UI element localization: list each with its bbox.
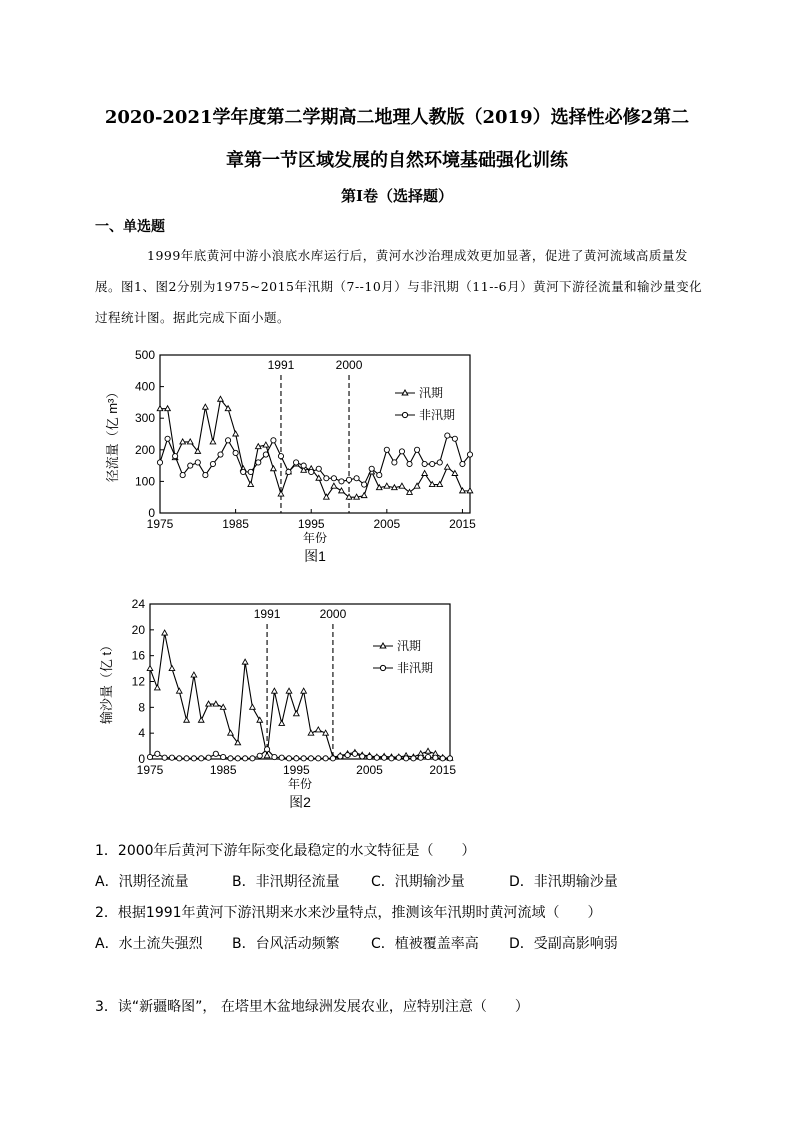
y-axis-title: 径流量（亿 m³） (105, 385, 120, 483)
data-point-nonflood (323, 756, 328, 761)
q2-option-c[interactable]: C．植被覆盖率高 (371, 936, 479, 952)
legend-label: 非汛期 (397, 661, 434, 675)
legend-marker-circle (402, 412, 407, 417)
data-point-flood (242, 659, 248, 664)
y-tick-label: 100 (134, 474, 155, 489)
q1-option-b[interactable]: B．非汛期径流量 (232, 874, 340, 890)
data-point-nonflood (155, 751, 160, 756)
data-point-nonflood (271, 438, 276, 443)
x-axis-title: 年份 (302, 531, 328, 545)
data-point-nonflood (147, 754, 152, 759)
y-tick-label: 0 (148, 506, 155, 520)
data-point-flood (191, 672, 197, 677)
data-point-nonflood (352, 751, 357, 756)
data-point-nonflood (309, 469, 314, 474)
legend-marker-triangle (402, 390, 408, 395)
data-point-nonflood (403, 756, 408, 761)
reference-line-label: 1991 (253, 607, 281, 621)
chart-runoff (95, 340, 495, 580)
data-point-flood (248, 482, 254, 487)
data-point-nonflood (382, 755, 387, 760)
data-point-nonflood (374, 755, 379, 760)
data-point-nonflood (301, 756, 306, 761)
y-tick-label: 4 (138, 726, 145, 741)
data-point-nonflood (346, 477, 351, 482)
data-point-flood (210, 439, 216, 444)
data-point-flood (257, 717, 263, 722)
x-tick-label: 2005 (356, 763, 383, 777)
q2-option-d[interactable]: D．受副高影响弱 (509, 936, 618, 952)
data-point-nonflood (191, 756, 196, 761)
data-point-flood (294, 711, 300, 716)
data-point-nonflood (339, 479, 344, 484)
legend-label: 非汛期 (419, 408, 456, 422)
data-point-flood (279, 720, 285, 725)
x-tick-label: 2015 (429, 763, 457, 777)
data-point-nonflood (286, 469, 291, 474)
data-point-flood (203, 404, 209, 409)
data-point-nonflood (233, 450, 238, 455)
data-point-flood (331, 483, 337, 488)
data-point-flood (176, 688, 182, 693)
data-point-flood (445, 464, 451, 469)
data-point-nonflood (180, 472, 185, 477)
data-point-nonflood (430, 461, 435, 466)
y-tick-label: 24 (131, 597, 145, 611)
data-point-nonflood (235, 756, 240, 761)
data-point-nonflood (286, 756, 291, 761)
data-point-flood (147, 666, 153, 671)
chart-sediment (95, 590, 495, 825)
legend-marker-circle (380, 665, 385, 670)
data-point-flood (361, 493, 367, 498)
data-point-flood (218, 396, 224, 401)
data-point-nonflood (228, 756, 233, 761)
data-point-nonflood (392, 460, 397, 465)
data-point-nonflood (243, 756, 248, 761)
data-point-nonflood (213, 751, 218, 756)
data-point-flood (162, 630, 168, 635)
data-point-nonflood (256, 460, 261, 465)
data-point-nonflood (264, 747, 269, 752)
x-tick-label: 1985 (209, 763, 237, 777)
data-point-nonflood (411, 756, 416, 761)
x-tick-label: 1995 (282, 763, 310, 777)
question-2: 2．根据1991年黄河下游汛期来水来沙量特点，推测该年汛期时黄河流域（ ） (95, 905, 602, 921)
plot-frame (160, 355, 470, 513)
data-point-nonflood (248, 469, 253, 474)
y-tick-label: 300 (134, 411, 155, 426)
data-point-flood (278, 491, 284, 496)
y-tick-label: 16 (131, 648, 145, 663)
x-axis-title: 年份 (287, 777, 313, 791)
data-point-nonflood (331, 476, 336, 481)
data-point-nonflood (257, 753, 262, 758)
data-point-nonflood (165, 436, 170, 441)
data-point-flood (286, 688, 292, 693)
figure-caption: 图1 (304, 548, 326, 564)
data-point-nonflood (250, 756, 255, 761)
data-point-nonflood (278, 454, 283, 459)
data-point-nonflood (433, 755, 438, 760)
data-point-nonflood (338, 754, 343, 759)
data-point-nonflood (354, 476, 359, 481)
data-point-nonflood (399, 449, 404, 454)
data-point-flood (169, 666, 175, 671)
data-point-nonflood (418, 755, 423, 760)
data-point-nonflood (460, 461, 465, 466)
q2-option-b[interactable]: B．台风活动频繁 (232, 936, 340, 952)
y-tick-label: 20 (131, 622, 145, 637)
data-point-nonflood (294, 756, 299, 761)
y-tick-label: 200 (134, 442, 155, 457)
data-point-nonflood (440, 756, 445, 761)
data-point-nonflood (316, 756, 321, 761)
data-point-nonflood (203, 472, 208, 477)
data-point-nonflood (445, 433, 450, 438)
data-point-nonflood (345, 753, 350, 758)
figure-caption: 图2 (289, 794, 311, 810)
data-point-nonflood (467, 452, 472, 457)
q1-option-d[interactable]: D．非汛期输沙量 (509, 874, 618, 890)
data-point-flood (384, 483, 390, 488)
data-point-nonflood (241, 469, 246, 474)
x-tick-label: 2005 (373, 517, 401, 531)
data-point-flood (233, 431, 239, 436)
data-point-nonflood (279, 755, 284, 760)
data-point-nonflood (293, 460, 298, 465)
q2-option-a[interactable]: A．水土流失强烈 (95, 936, 203, 952)
section-heading: 一、单选题 (95, 219, 165, 235)
data-point-nonflood (360, 754, 365, 759)
data-point-flood (198, 717, 204, 722)
data-point-nonflood (367, 754, 372, 759)
data-point-nonflood (225, 438, 230, 443)
data-point-nonflood (437, 460, 442, 465)
question-passage: 1999年底黄河中游小浪底水库运行后，黄河水沙治理成效更加显著，促进了黄河流域高质量发展。图1、图2分别为1975~2015年汛期（7--10月）与非汛期（11--6月）黄河下游径流量和输沙量变化过程统计图。据此完成下面小题。 (95, 248, 703, 325)
data-point-nonflood (272, 754, 277, 759)
data-point-nonflood (162, 755, 167, 760)
reference-line-label: 2000 (319, 607, 347, 621)
y-tick-label: 12 (131, 674, 145, 689)
x-tick-label: 1985 (222, 517, 249, 531)
q1-option-a[interactable]: A．汛期径流量 (95, 874, 189, 890)
x-tick-label: 1995 (297, 517, 325, 531)
data-point-nonflood (407, 461, 412, 466)
data-point-flood (425, 748, 431, 753)
data-point-nonflood (199, 756, 204, 761)
data-point-nonflood (173, 454, 178, 459)
document-title-line-2: 章第一节区域发展的自然环境基础强化训练 (226, 150, 568, 171)
question-1: 1．2000年后黄河下游年际变化最稳定的水文特征是（ ） (95, 843, 476, 859)
data-point-nonflood (362, 482, 367, 487)
data-point-nonflood (452, 436, 457, 441)
data-point-nonflood (184, 756, 189, 761)
data-point-nonflood (389, 756, 394, 761)
data-point-nonflood (195, 460, 200, 465)
data-point-flood (228, 730, 234, 735)
question-3: 3．读“新疆略图”， 在塔里木盆地绿洲发展农业，应特别注意（ ） (95, 999, 529, 1015)
y-axis-title: 输沙量（亿 t） (99, 638, 114, 725)
data-point-flood (271, 466, 277, 471)
x-tick-label: 1975 (146, 517, 174, 531)
data-point-nonflood (396, 755, 401, 760)
data-point-nonflood (414, 447, 419, 452)
data-point-nonflood (369, 466, 374, 471)
data-point-flood (301, 688, 307, 693)
y-tick-label: 400 (134, 379, 155, 394)
data-point-flood (399, 483, 405, 488)
y-tick-label: 0 (138, 752, 145, 766)
data-point-flood (263, 442, 269, 447)
data-point-nonflood (308, 756, 313, 761)
data-point-nonflood (218, 452, 223, 457)
y-tick-label: 8 (138, 700, 145, 715)
data-point-flood (250, 704, 256, 709)
reference-line-label: 2000 (335, 358, 363, 372)
data-point-nonflood (447, 756, 452, 761)
legend-label: 汛期 (397, 639, 422, 653)
data-point-nonflood (377, 472, 382, 477)
data-point-nonflood (316, 466, 321, 471)
data-point-nonflood (206, 755, 211, 760)
document-title-line-1: 2020-2021学年度第二学期高二地理人教版（2019）选择性必修2第二 (104, 107, 690, 128)
data-point-nonflood (157, 460, 162, 465)
data-point-nonflood (425, 754, 430, 759)
reference-line-label: 1991 (267, 358, 295, 372)
data-point-nonflood (301, 463, 306, 468)
data-point-nonflood (330, 756, 335, 761)
data-point-nonflood (188, 463, 193, 468)
data-point-nonflood (263, 452, 268, 457)
data-point-flood (155, 685, 161, 690)
part-heading: 第I卷（选择题） (340, 187, 454, 205)
legend-marker-triangle (380, 643, 386, 648)
y-tick-label: 500 (134, 348, 155, 362)
q1-option-c[interactable]: C．汛期输沙量 (371, 874, 465, 890)
x-tick-label: 1975 (136, 763, 164, 777)
data-point-flood (315, 727, 321, 732)
data-point-flood (272, 688, 278, 693)
data-point-flood (339, 488, 345, 493)
data-point-nonflood (221, 754, 226, 759)
data-point-flood (184, 717, 190, 722)
data-point-nonflood (210, 461, 215, 466)
data-point-nonflood (169, 755, 174, 760)
data-point-flood (264, 753, 270, 758)
data-point-nonflood (384, 447, 389, 452)
data-point-nonflood (324, 476, 329, 481)
data-point-nonflood (422, 461, 427, 466)
data-point-flood (422, 471, 428, 476)
x-tick-label: 2015 (449, 517, 476, 531)
data-point-nonflood (177, 756, 182, 761)
legend-label: 汛期 (419, 386, 444, 400)
